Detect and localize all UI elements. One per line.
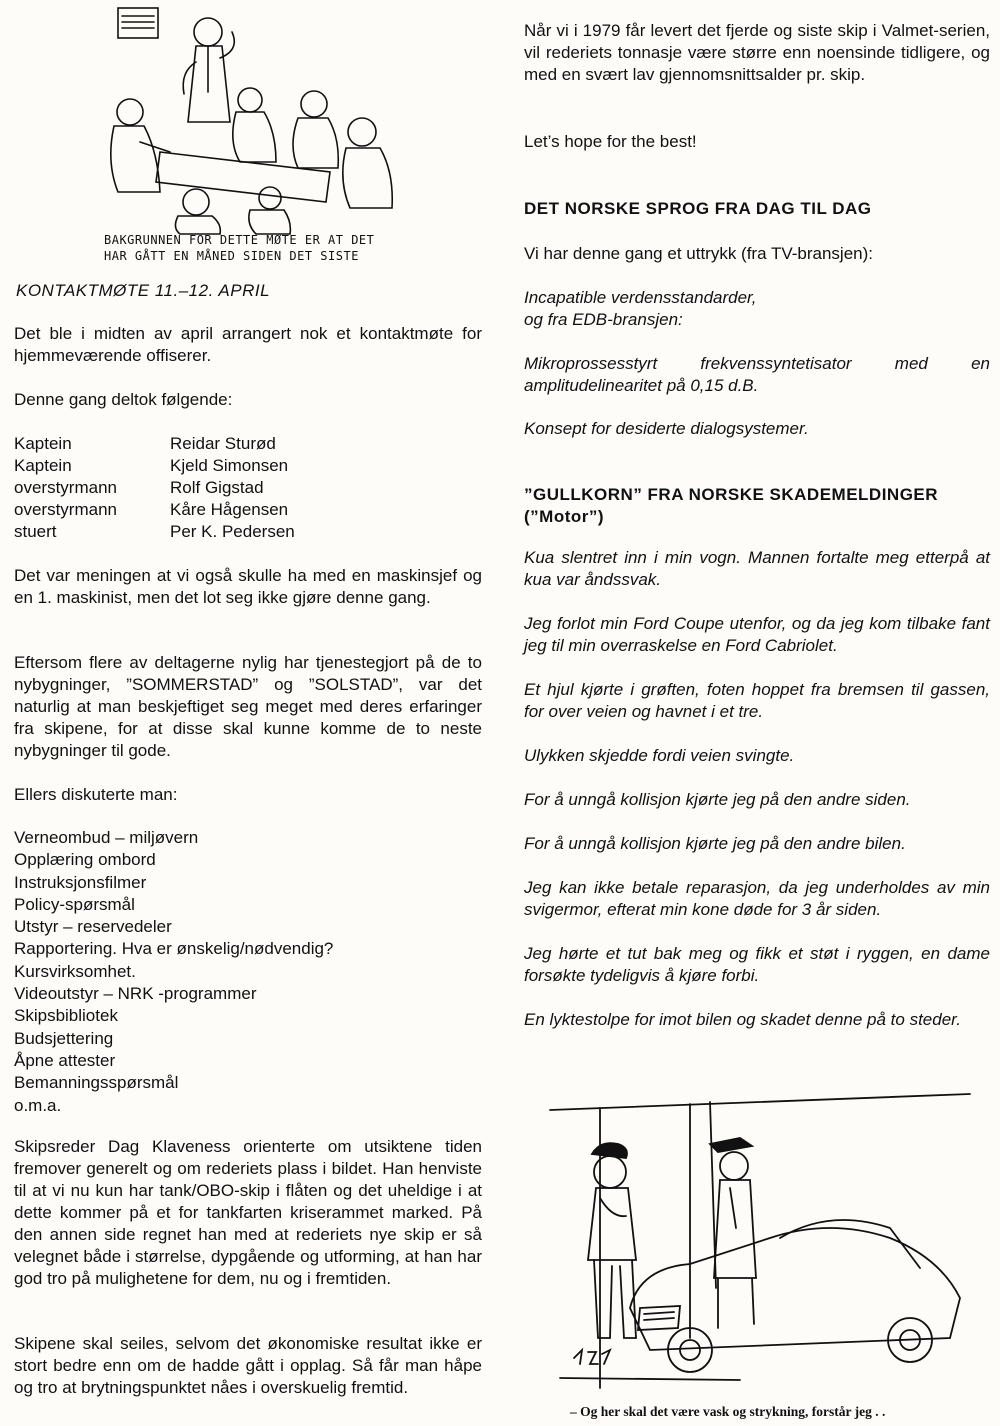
cartoon-caption-bottom: – Og her skal det være vask og strykning, forstår jeg . .	[570, 1404, 886, 1419]
topic-item: Utstyr – reservedeler	[14, 917, 172, 937]
gullkorn-item: Kua slentret inn i min vogn. Mannen fortalte meg etterpå at kua var åndssvak.	[524, 548, 990, 589]
paragraph-maskin: Det var meningen at vi også skulle ha med en maskinsjef og en 1. maskinist, men det lot seg ikke gjøre denne gang.	[14, 566, 482, 607]
participant-name: Kjeld Simonsen	[170, 456, 289, 475]
participant-name: Per K. Pedersen	[170, 522, 295, 541]
topic-item: Rapportering. Hva er ønskelig/nødvendig?	[14, 939, 334, 959]
participant-rank: Kaptein	[14, 434, 72, 453]
participant-rank: overstyrmann	[14, 478, 117, 497]
sprog-example-1: Incapatible verdensstandarder, og fra EDB-bransjen:	[524, 288, 757, 329]
gullkorn-item: Ulykken skjedde fordi veien svingte.	[524, 746, 795, 765]
participant-rank: overstyrmann	[14, 500, 117, 519]
participant-row	[14, 455, 454, 477]
section-heading-gullkorn: ”GULLKORN” FRA NORSKE SKADEMELDINGER (”Motor”)	[524, 485, 939, 526]
topic-item: o.m.a.	[14, 1095, 62, 1115]
cartoon-caption-top	[104, 232, 404, 264]
intro-paragraph: Det ble i midten av april arrangert nok et kontaktmøte for hjemmeværende offiserer.	[14, 324, 482, 365]
paragraph-skipsreder: Skipsreder Dag Klaveness orienterte om utsiktene tiden fremover generelt og om rederiets plass i bildet. Han henviste til at vi nu kun har tank/OBO-skip i flåten og det uheldige i at dette kommer på et for tankfarten kriserammet marked. På den annen side regnet han med at rederiets nye skip er så velegnet både i størrelse, dypgående og utforming, at han har god tro på mulighetene for dem, nu og i fremtiden.	[14, 1137, 482, 1288]
topic-item: Skipsbibliotek	[14, 1006, 118, 1026]
sprog-example-3: Konsept for desiderte dialogsystemer.	[524, 419, 809, 438]
sprog-example-2: Mikroprossesstyrt frekvenssyntetisator med en amplitudelinearitet på 0,15 d.B.	[524, 354, 990, 395]
topic-item: Budsjettering	[14, 1028, 114, 1048]
participant-name: Reidar Sturød	[170, 434, 276, 453]
participants-list	[14, 433, 454, 543]
car-wash-cartoon	[540, 1088, 980, 1393]
topic-item: Bemanningsspørsmål	[14, 1073, 179, 1093]
gullkorn-item: Et hjul kjørte i grøften, foten hoppet fra bremsen til gassen, for over veien og havnet i et tre.	[524, 680, 990, 721]
meeting-cartoon	[100, 2, 400, 260]
cartoon-caption-line: HAR GÅTT EN MÅNED SIDEN DET SISTE	[104, 249, 359, 263]
topic-item: Kursvirksomhet.	[14, 961, 136, 981]
gullkorn-item: Jeg forlot min Ford Coupe utenfor, og da jeg kom tilbake fant jeg til min overraskelse en Ford Cabriolet.	[524, 614, 990, 655]
hope-line: Let’s hope for the best!	[524, 132, 697, 151]
topics-intro: Ellers diskuterte man:	[14, 785, 178, 804]
paragraph-skipene: Skipene skal seiles, selvom det økonomiske resultat ikke er stort bedre enn om de hadde gått i opplag. Så får man håpe og tro at brytningspunktet nåes i overskuelig fremtid.	[14, 1334, 482, 1397]
gullkorn-item: Jeg hørte et tut bak meg og fikk et støt i ryggen, en dame forsøkte tydeligvis å kjøre forbi.	[524, 944, 990, 985]
paragraph-eftersom: Eftersom flere av deltagerne nylig har tjenestegjort på de to nybygninger, ”SOMMERSTAD” og ”SOLSTAD”, var det naturlig at man beskjeftiget seg meget med deres erfaringer fra skipene, for at disse skal kunne komme de to neste nybygninger til gode.	[14, 653, 482, 760]
participant-rank: stuert	[14, 522, 57, 541]
topic-item: Åpne attester	[14, 1050, 116, 1070]
topics-list	[14, 827, 333, 1117]
participant-name: Kåre Hågensen	[170, 500, 289, 519]
gullkorn-item: Jeg kan ikke betale reparasjon, da jeg underholdes av min svigermor, efterat min kone døde for 3 år siden.	[524, 878, 990, 919]
gullkorn-item: For å unngå kollisjon kjørte jeg på den andre bilen.	[524, 834, 906, 853]
section-heading-kontaktmote: KONTAKTMØTE 11.–12. APRIL	[16, 281, 271, 300]
sprog-intro: Vi har denne gang et uttrykk (fra TV-bransjen):	[524, 244, 874, 263]
participant-rank: Kaptein	[14, 456, 72, 475]
topic-item: Verneombud – miljøvern	[14, 828, 199, 847]
participant-row	[14, 433, 454, 455]
cartoon-caption-line: BAKGRUNNEN FOR DETTE MØTE ER AT DET	[104, 233, 375, 247]
gullkorn-item: For å unngå kollisjon kjørte jeg på den andre siden.	[524, 790, 911, 809]
participant-name: Rolf Gigstad	[170, 478, 264, 497]
paragraph-valmet: Når vi i 1979 får levert det fjerde og siste skip i Valmet-serien, vil rederiets tonnasje være større enn noensinde tidligere, og med en svært lav gjennomsnittsalder pr. skip.	[524, 21, 990, 84]
topic-item: Policy-spørsmål	[14, 894, 135, 914]
participants-intro: Denne gang deltok følgende:	[14, 390, 233, 409]
participant-row	[14, 499, 454, 521]
section-heading-sprog: DET NORSKE SPROG FRA DAG TIL DAG	[524, 199, 872, 218]
topic-item: Opplæring ombord	[14, 850, 156, 870]
gullkorn-item: En lyktestolpe for imot bilen og skadet denne på to steder.	[524, 1010, 961, 1029]
participant-row	[14, 521, 454, 543]
topic-item: Instruksjonsfilmer	[14, 872, 147, 892]
participant-row	[14, 477, 454, 499]
topic-item: Videoutstyr – NRK -programmer	[14, 984, 257, 1004]
